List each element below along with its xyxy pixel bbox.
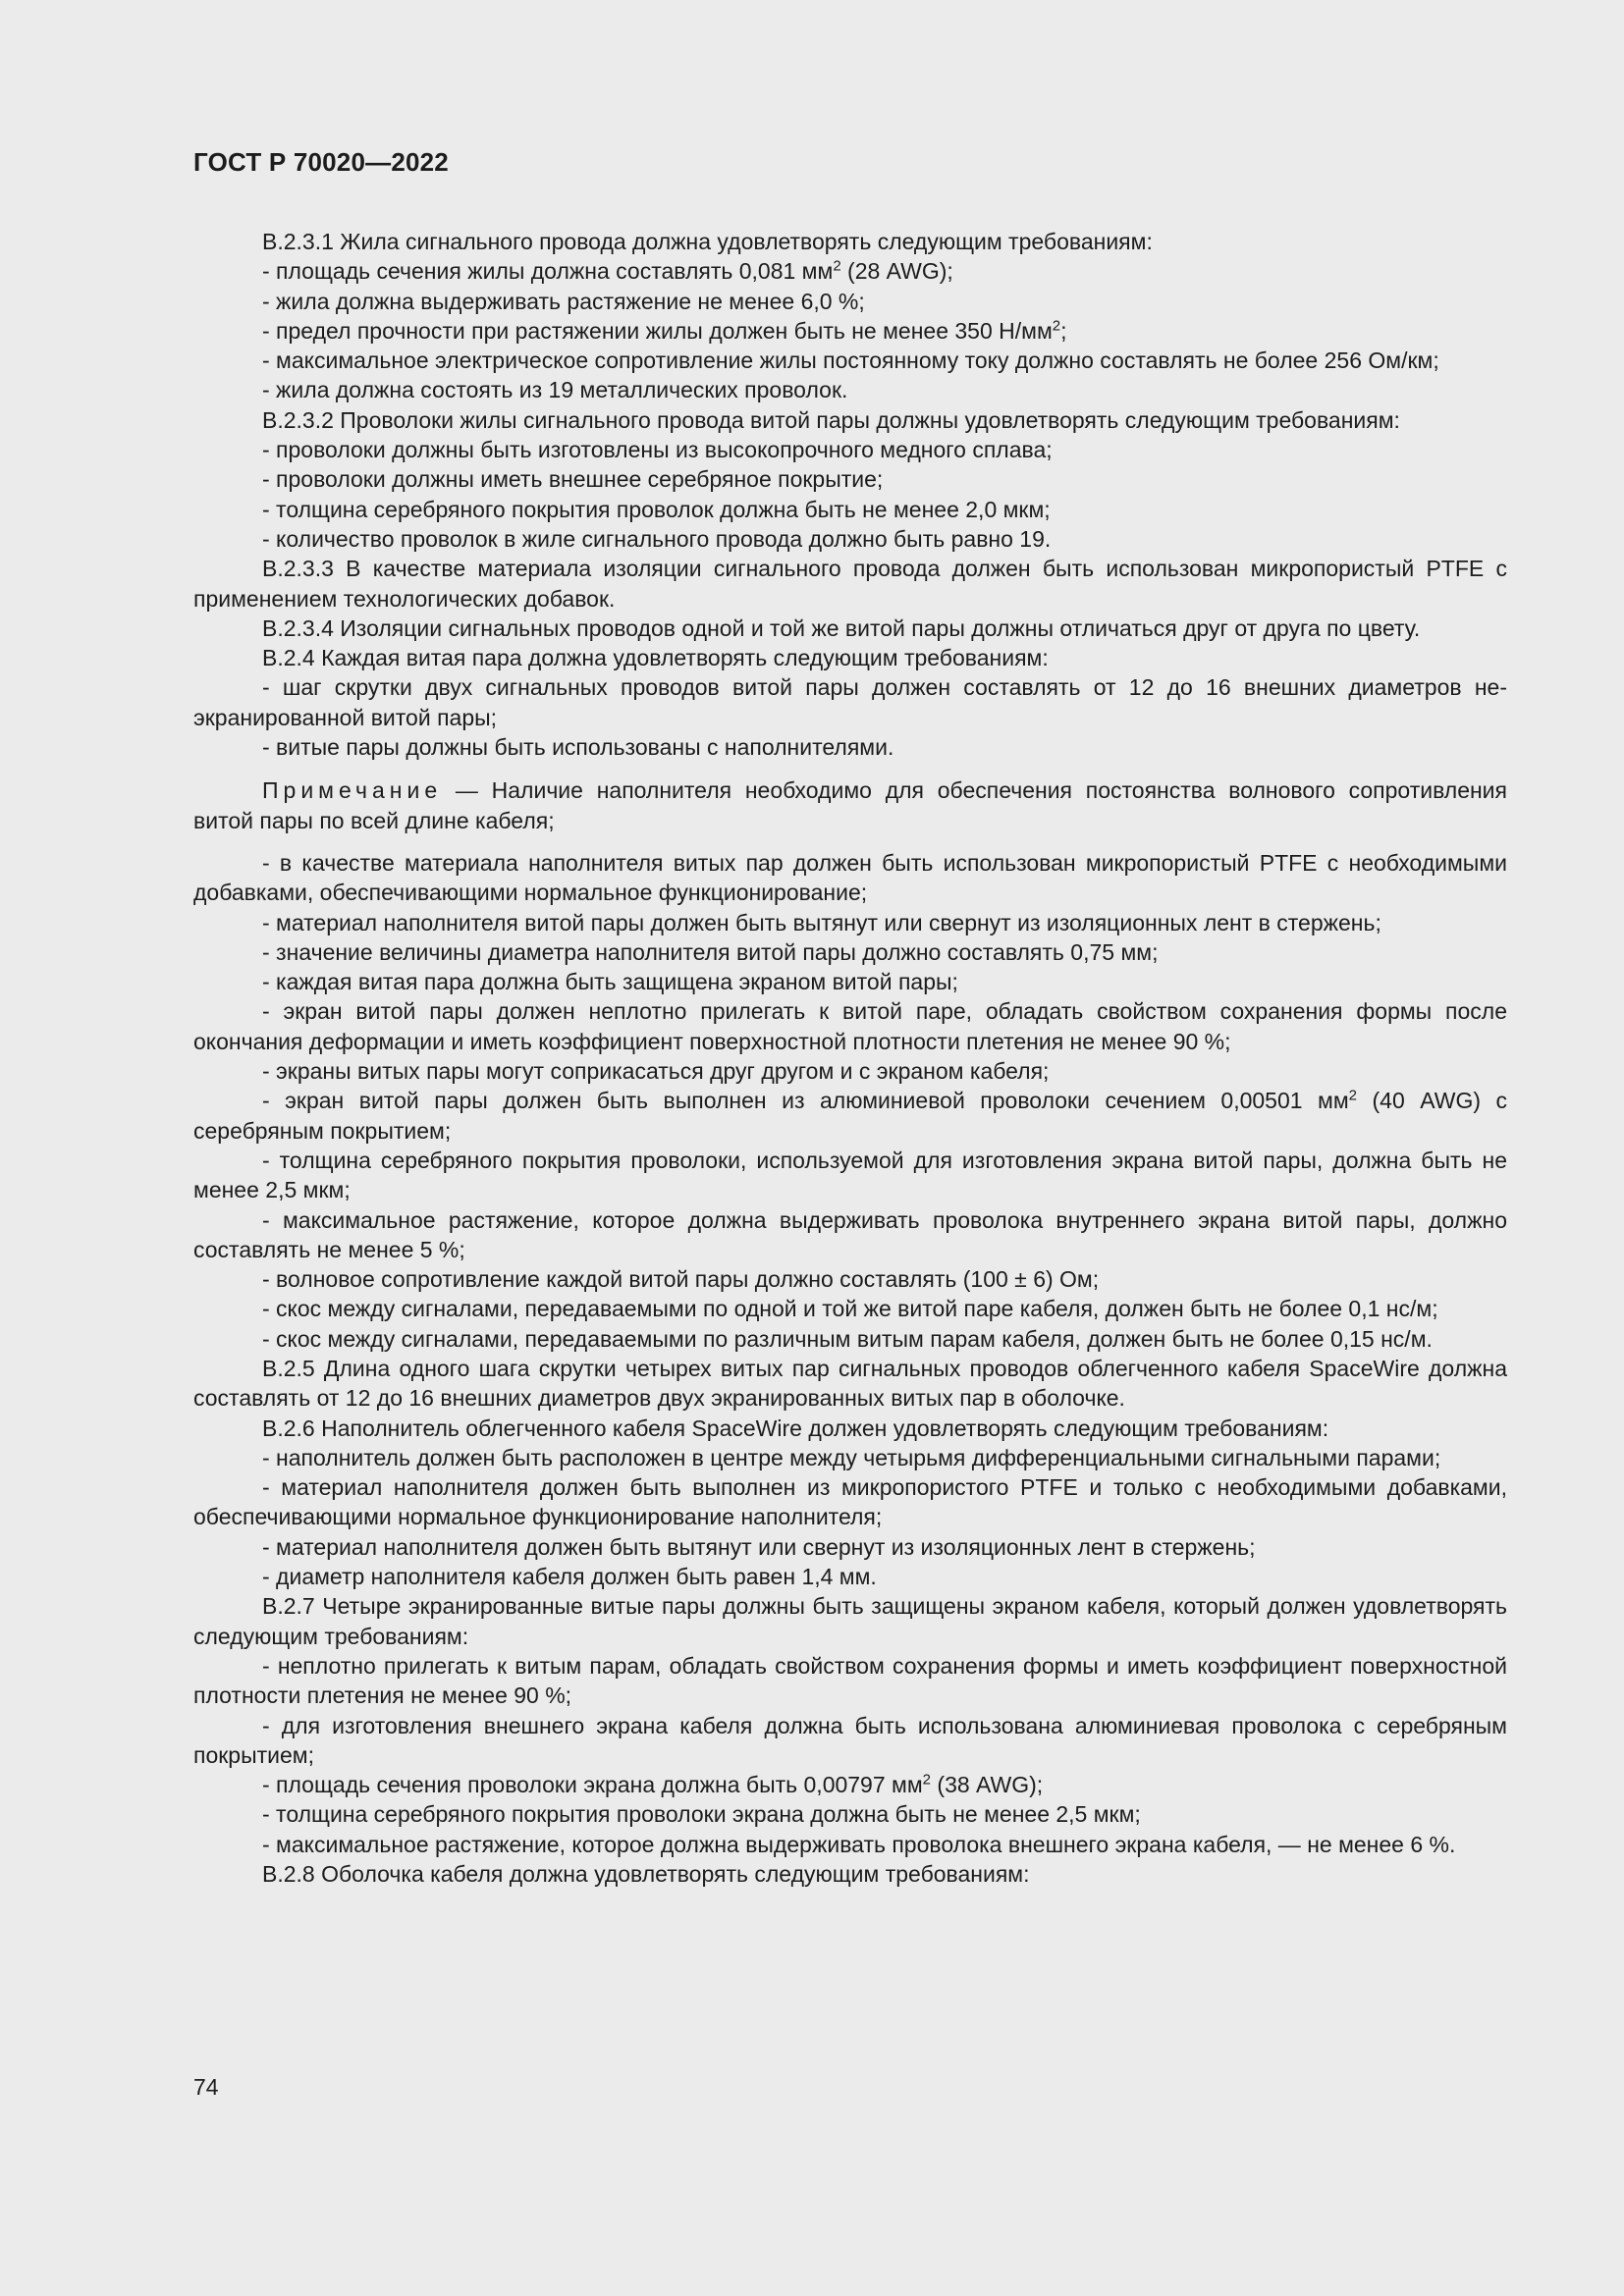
list-item: - толщина серебряного покрытия проволок должна быть не менее 2,0 мкм;	[262, 496, 1051, 522]
list-item: - шаг скрутки двух сигнальных проводов витой пары должен составлять от 12 до 16 внешних диаметров неэкранированной витой пары;	[193, 674, 1507, 730]
list-item: - площадь сечения жилы должна составлять 0,081 $мм^2$ (28 AWG);	[262, 257, 953, 285]
list-item: - материал наполнителя должен быть выполнен из микропористого PTFE и только с необходимыми добавками, обеспечивающими нормальное функционирование наполнителя;	[193, 1474, 1507, 1530]
list-item: - количество проволок в жиле сигнального провода должно быть равно 19.	[262, 525, 1052, 552]
list-item: - проволоки должны иметь внешнее серебряное покрытие;	[262, 466, 884, 493]
list-item: - в качестве материала наполнителя витых пар должен быть использован микропористый PTFE с необходимыми добавками, обеспечивающими нормальное функционирование;	[193, 849, 1507, 906]
document-body	[193, 227, 1507, 1889]
list-item: - экраны витых пары могут соприкасаться друг другом и с экраном кабеля;	[262, 1058, 1050, 1085]
list-item: - жила должна выдерживать растяжение не менее 6,0 %;	[262, 288, 865, 314]
list-item: - материал наполнителя витой пары должен быть вытянут или свернут из изоляционных лент в стержень;	[262, 909, 1381, 935]
paragraph: В.2.3.1 Жила сигнального провода должна удовлетворять следующим требованиям:	[262, 229, 1153, 254]
page-number: 74	[193, 2074, 219, 2100]
list-item: - наполнитель должен быть расположен в центре между четырьмя дифференциальными сигнальными парами;	[262, 1444, 1441, 1470]
list-item: - экран витой пары должен быть выполнен из алюминиевой проволоки сечением 0,00501 $мм^2$ (40 AWG) с серебряным покрытием;	[193, 1087, 1507, 1144]
list-item: - диаметр наполнителя кабеля должен быть равен 1,4 мм.	[262, 1564, 877, 1590]
list-item: - для изготовления внешнего экрана кабеля должна быть использована алюминиевая проволока с серебряным покрытием;	[193, 1712, 1507, 1768]
list-item: - каждая витая пара должна быть защищена экраном витой пары;	[262, 969, 958, 995]
note	[193, 775, 1507, 835]
document-header: ГОСТ Р 70020—2022	[193, 147, 449, 177]
paragraph: В.2.7 Четыре экранированные витые пары должны быть защищены экраном кабеля, который должен удовлетворять следующим требованиям:	[193, 1593, 1507, 1649]
paragraph: В.2.4 Каждая витая пара должна удовлетворять следующим требованиям:	[262, 645, 1049, 671]
list-item: - витые пары должны быть использованы с наполнителями.	[262, 734, 894, 761]
paragraph: В.2.3.3 В качестве материала изоляции сигнального провода должен быть использован микропористый PTFE с применением технологических добавок.	[193, 556, 1507, 612]
note-label: Примечание	[262, 777, 443, 804]
list-item: - максимальное растяжение, которое должна выдерживать проволока внутреннего экрана витой пары, должно составлять не менее 5 %;	[193, 1206, 1507, 1262]
paragraph: В.2.3.2 Проволоки жилы сигнального провода витой пары должны удовлетворять следующим требованиям:	[262, 406, 1400, 433]
list-item: - жила должна состоять из 19 металлических проволок.	[262, 377, 848, 403]
note-text: — Наличие наполнителя необходимо для обеспечения постоянства волнового сопротивления витой пары по всей длине кабеля;	[193, 777, 1507, 833]
list-item: - неплотно прилегать к витым парам, обладать свойством сохранения формы и иметь коэффициент поверхностной плотности плетения не менее 90 %;	[193, 1652, 1507, 1709]
paragraph: В.2.5 Длина одного шага скрутки четырех витых пар сигнальных проводов облегченного кабеля SpaceWire должна составлять от 12 до 16 внешних диаметров двух экранированных витых пар в оболочке.	[193, 1355, 1507, 1412]
paragraph: В.2.3.4 Изоляции сигнальных проводов одной и той же витой пары должны отличаться друг от друга по цвету.	[262, 614, 1421, 641]
list-item: - предел прочности при растяжении жилы должен быть не менее 350 $Н/мм^2$;	[262, 317, 1067, 344]
list-item: - значение величины диаметра наполнителя витой пары должно составлять 0,75 мм;	[262, 938, 1159, 965]
list-item: - экран витой пары должен неплотно прилегать к витой паре, обладать свойством сохранения формы после окончания деформации и иметь коэффициент поверхностной плотности плетения не менее 90 %;	[193, 998, 1507, 1054]
list-item: - максимальное растяжение, которое должна выдерживать проволока внешнего экрана кабеля, — не менее 6 %.	[262, 1831, 1456, 1857]
paragraph: В.2.8 Оболочка кабеля должна удовлетворять следующим требованиям:	[262, 1861, 1030, 1888]
list-item: - скос между сигналами, передаваемыми по различным витым парам кабеля, должен быть не более 0,15 нс/м.	[262, 1325, 1433, 1352]
list-item: - материал наполнителя должен быть вытянут или свернут из изоляционных лент в стержень;	[262, 1533, 1256, 1560]
list-item: - волновое сопротивление каждой витой пары должно составлять (100 ± 6) Ом;	[262, 1266, 1100, 1293]
list-item: - проволоки должны быть изготовлены из высокопрочного медного сплава;	[262, 437, 1053, 463]
paragraph: В.2.6 Наполнитель облегченного кабеля SpaceWire должен удовлетворять следующим требованиям:	[262, 1415, 1329, 1441]
list-item: - площадь сечения проволоки экрана должна быть 0,00797 $мм^2$ (38 AWG);	[262, 1771, 1044, 1798]
list-item: - толщина серебряного покрытия проволоки экрана должна быть не менее 2,5 мкм;	[262, 1801, 1141, 1828]
list-item: - максимальное электрическое сопротивление жилы постоянному току должно составлять не более 256 Ом/км;	[262, 347, 1439, 374]
list-item: - скос между сигналами, передаваемыми по одной и той же витой паре кабеля, должен быть не более 0,1 нс/м;	[262, 1296, 1438, 1322]
list-item: - толщина серебряного покрытия проволоки, используемой для изготовления экрана витой пары, должна быть не менее 2,5 мкм;	[193, 1147, 1507, 1203]
